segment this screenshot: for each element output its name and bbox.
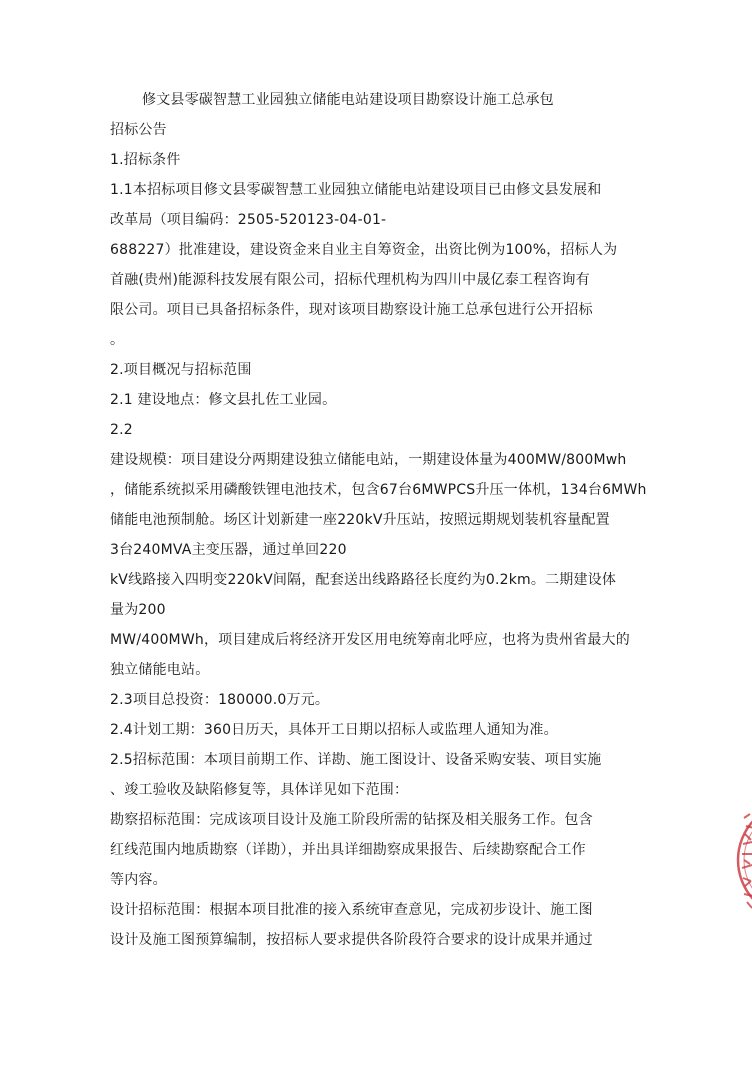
- paragraph-line: 3台240MVA主变压器，通过单回220: [110, 542, 347, 558]
- paragraph-line: 1.1本招标项目修文县零碳智慧工业园独立储能电站建设项目已由修文县发展和: [110, 182, 602, 198]
- paragraph-line: 建设规模：项目建设分两期建设独立储能电站，一期建设体量为400MW/800Mwh: [110, 452, 627, 468]
- paragraph-line: 等内容。: [110, 872, 167, 888]
- paragraph-line: 量为200: [110, 602, 166, 618]
- paragraph-line: 2.5招标范围：本项目前期工作、详勘、施工图设计、设备采购安装、项目实施: [110, 752, 602, 768]
- paragraph-line: 设计招标范围：根据本项目批准的接入系统审查意见，完成初步设计、施工图: [110, 902, 593, 918]
- section-heading: 1.招标条件: [110, 152, 181, 168]
- paragraph-line: MW/400MWh，项目建成后将经济开发区用电统筹南北呼应，也将为贵州省最大的: [110, 632, 630, 648]
- paragraph-line: 设计及施工图预算编制，按招标人要求提供各阶段符合要求的设计成果并通过: [110, 932, 593, 948]
- paragraph-line: 2.1 建设地点：修文县扎佐工业园。: [110, 392, 337, 408]
- notice-title-sub: 招标公告: [110, 122, 167, 138]
- paragraph-line: 勘察招标范围：完成该项目设计及施工阶段所需的钻探及相关服务工作。包含: [110, 812, 593, 828]
- paragraph-line: 独立储能电站。: [110, 662, 210, 678]
- paragraph-line: 2.4计划工期：360日历天，具体开工日期以招标人或监理人通知为准。: [110, 722, 558, 738]
- section-heading: 2.项目概况与招标范围: [110, 362, 252, 378]
- paragraph-line: 限公司。项目已具备招标条件，现对该项目勘察设计施工总承包进行公开招标: [110, 302, 593, 318]
- paragraph-line: kV线路接入四明变220kV间隔，配套送出线路路径长度约为0.2km。二期建设体: [110, 572, 617, 588]
- paragraph-line: ，储能系统拟采用磷酸铁锂电池技术，包含67台6MWPCS升压一体机，134台6MWh: [110, 482, 647, 498]
- paragraph-line: 、竣工验收及缺陷修复等，具体详见如下范围：: [110, 782, 409, 798]
- paragraph-line: 。: [110, 332, 125, 348]
- paragraph-line: 红线范围内地质勘察（详勘），并出具详细勘察成果报告、后续勘察配合工作: [110, 842, 586, 858]
- paragraph-line: 改革局（项目编码：2505-520123-04-01-: [110, 212, 387, 228]
- paragraph-line: 688227）批准建设，建设资金来自业主自筹资金，出资比例为100%，招标人为: [110, 242, 618, 258]
- paragraph-line: 2.2: [110, 422, 133, 438]
- paragraph-line: 储能电池预制舱。场区计划新建一座220kV升压站，按照远期规划装机容量配置: [110, 512, 610, 528]
- notice-title: 修文县零碳智慧工业园独立储能电站建设项目勘察设计施工总承包: [142, 92, 554, 108]
- paragraph-line: 首融(贵州)能源科技发展有限公司，招标代理机构为四川中晟亿泰工程咨询有: [110, 272, 590, 288]
- paragraph-line: 2.3项目总投资：180000.0万元。: [110, 692, 330, 708]
- red-seal-stamp: [734, 790, 752, 940]
